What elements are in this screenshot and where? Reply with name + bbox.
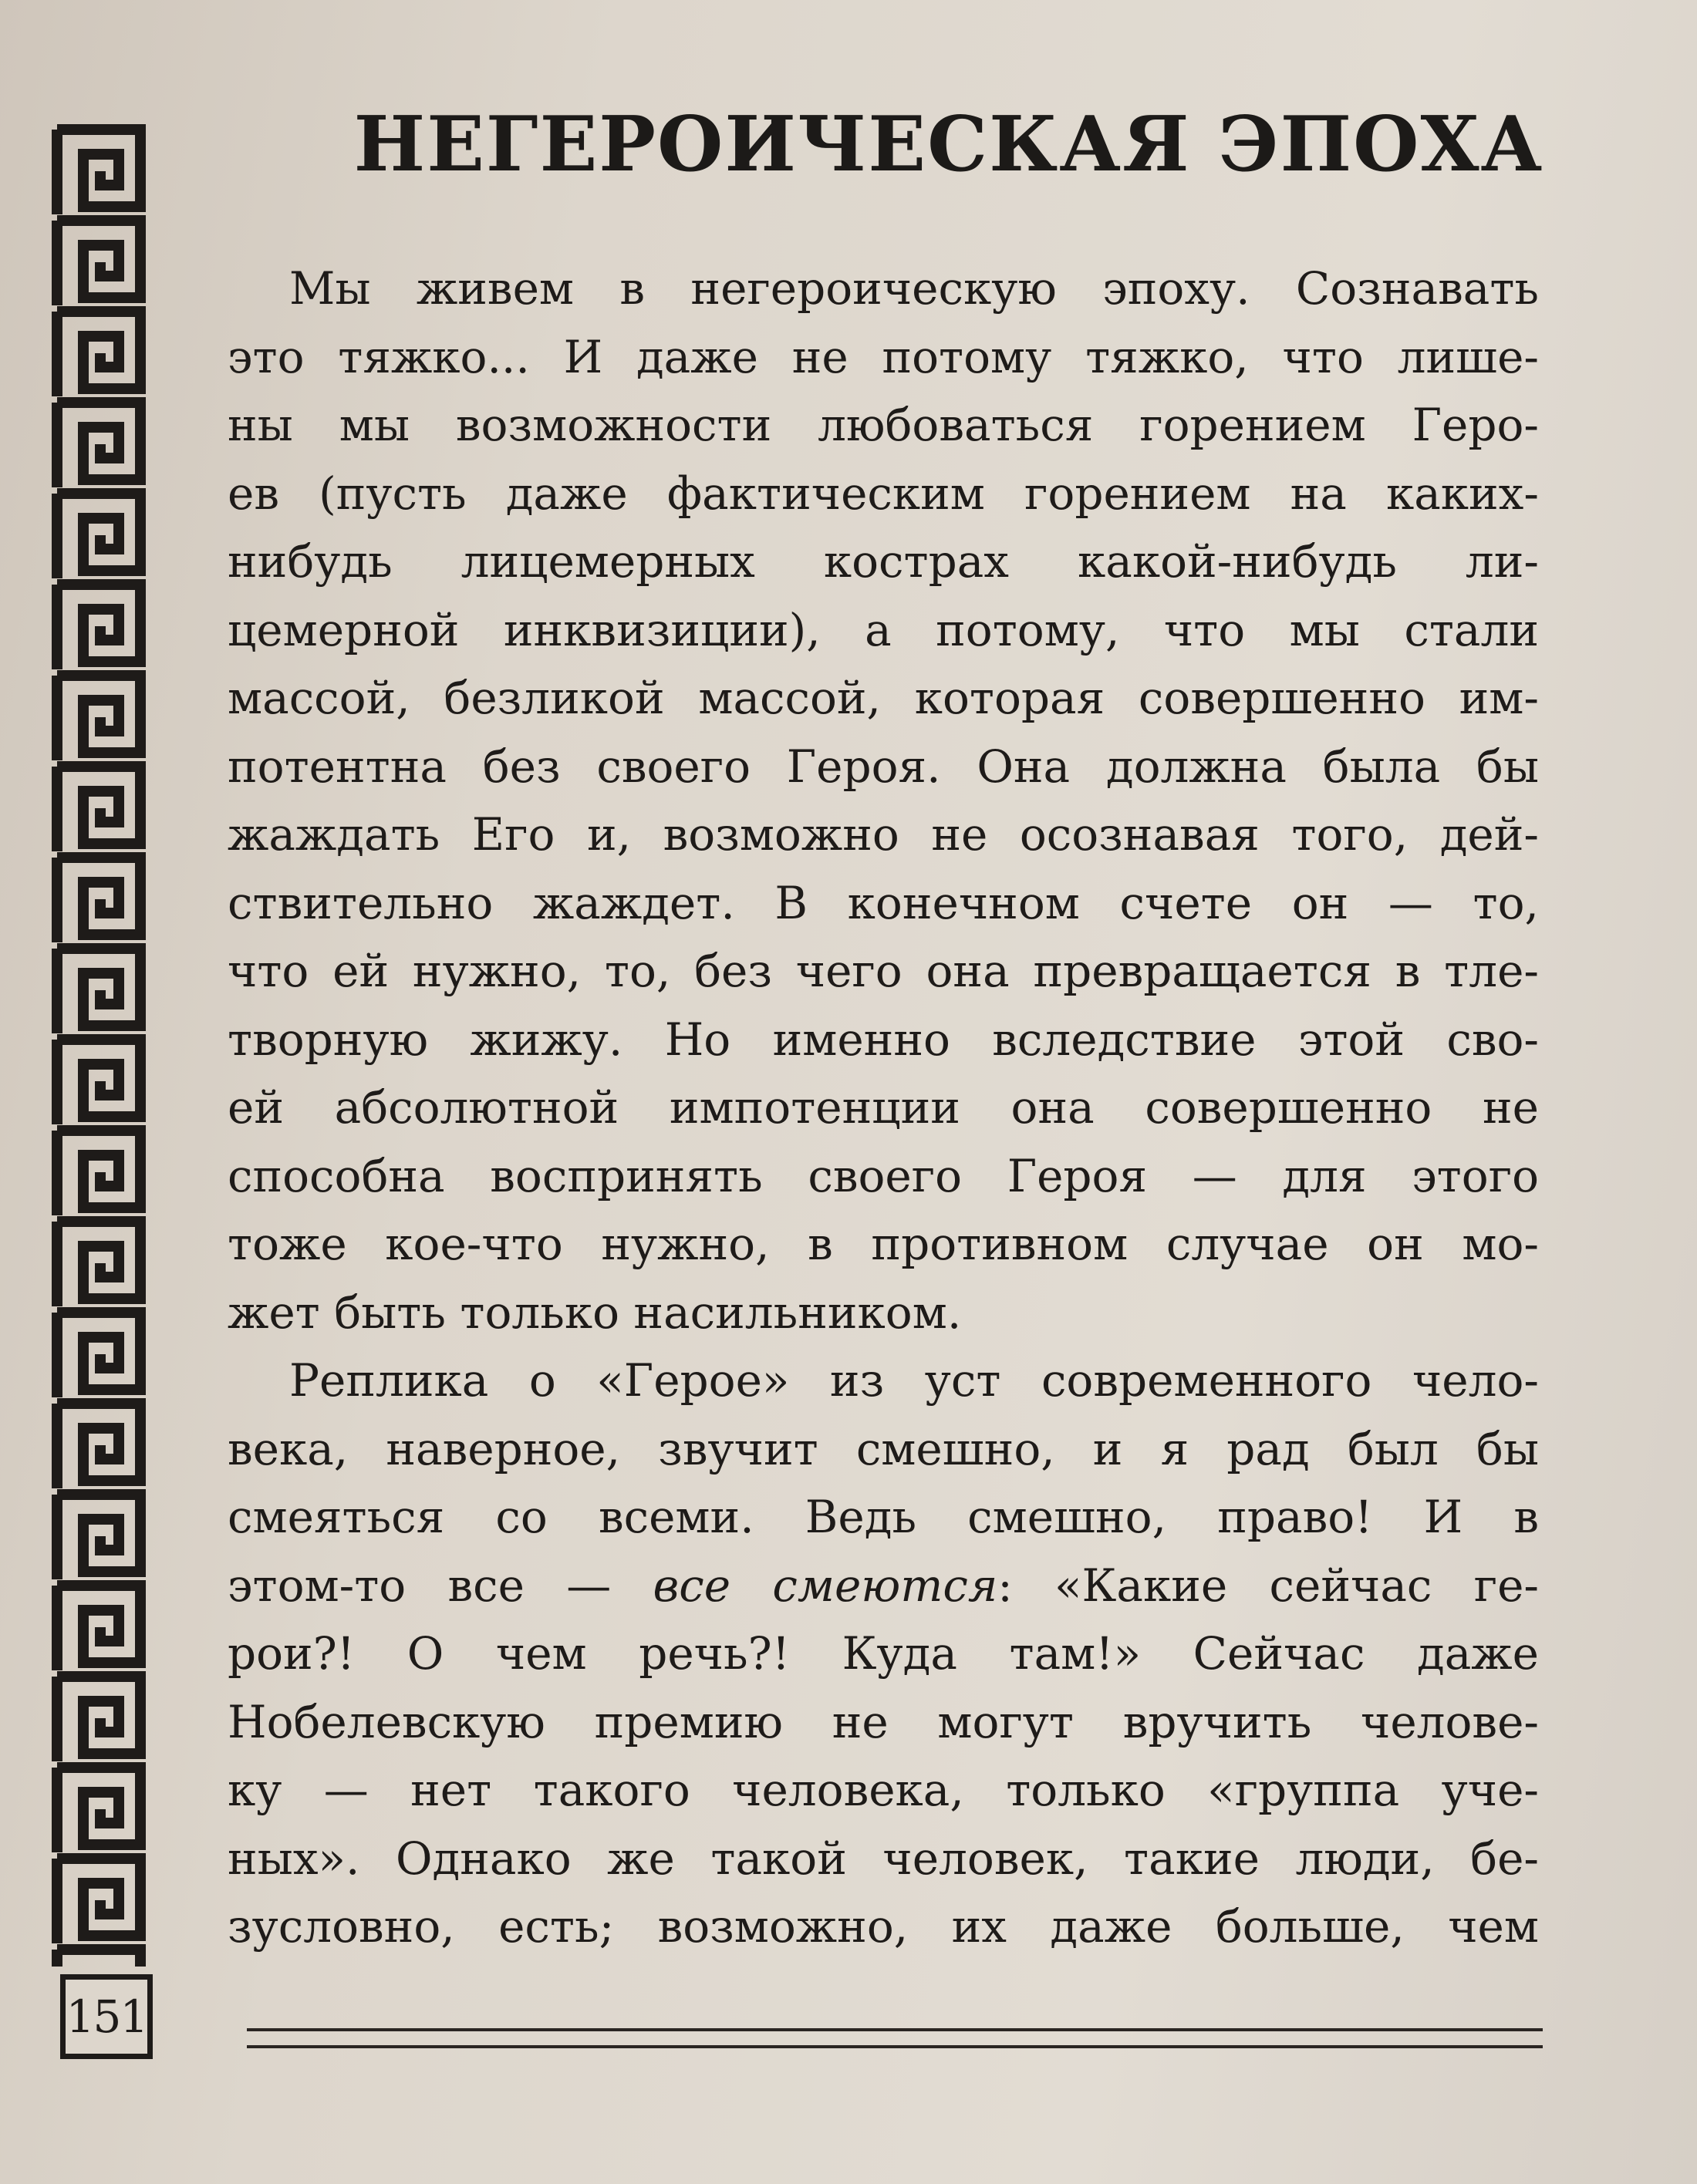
paragraph-2 bbox=[228, 1346, 1539, 1961]
text-line: цемерной инквизиции), а потому, что мы стали bbox=[228, 603, 1539, 656]
text-line: ствительно жаждет. В конечном счете он — то, bbox=[228, 876, 1539, 929]
text-line: творную жижу. Но именно вследствие этой сво- bbox=[228, 1013, 1539, 1066]
text-line: века, наверное, звучит смешно, и я рад был бы bbox=[228, 1422, 1539, 1475]
text-line: ку — нет такого человека, только «группа уче- bbox=[228, 1764, 1539, 1816]
page-number-box bbox=[60, 1974, 153, 2059]
text-line-with-emphasis bbox=[228, 1552, 1539, 1620]
text-line: потентна без своего Героя. Она должна была бы bbox=[228, 740, 1539, 793]
text-line: ей абсолютной импотенции она совершенно не bbox=[228, 1081, 1539, 1134]
text-line: способна воспринять своего Героя — для этого bbox=[228, 1149, 1539, 1202]
footer-rule-top bbox=[247, 2028, 1543, 2031]
text-segment: этом-то все — bbox=[228, 1559, 653, 1612]
text-line: жет быть только насильником. bbox=[228, 1286, 962, 1339]
text-line: зусловно, есть; возможно, их даже больше, чем bbox=[228, 1900, 1539, 1953]
text-line: Реплика о «Герое» из уст современного чело- bbox=[289, 1354, 1539, 1407]
text-line: ны мы возможности любоваться горением Геро- bbox=[228, 399, 1539, 451]
emphasis-text: все смеются bbox=[653, 1559, 998, 1612]
text-line: жаждать Его и, возможно не осознавая того, дей- bbox=[228, 808, 1539, 861]
page-number: 151 bbox=[66, 1990, 147, 2043]
text-line: Мы живем в негероическую эпоху. Сознавать bbox=[289, 262, 1539, 315]
body-text bbox=[228, 254, 1539, 1961]
text-segment: : «Какие сейчас ге- bbox=[997, 1559, 1540, 1612]
text-line: нибудь лицемерных кострах какой-нибудь ли- bbox=[228, 535, 1539, 588]
text-line: ев (пусть даже фактическим горением на каких- bbox=[228, 467, 1539, 520]
text-line: что ей нужно, то, без чего она превращается в тле- bbox=[228, 945, 1539, 997]
text-line: смеяться со всеми. Ведь смешно, право! И в bbox=[228, 1491, 1539, 1543]
text-line: рои?! О чем речь?! Куда там!» Сейчас даже bbox=[228, 1627, 1539, 1680]
footer-rule-bottom bbox=[247, 2045, 1543, 2048]
text-line: массой, безликой массой, которая совершенно им- bbox=[228, 672, 1539, 724]
paragraph-1 bbox=[228, 254, 1539, 1346]
greek-key-border bbox=[45, 123, 153, 2082]
text-line: тоже кое-что нужно, в противном случае он мо- bbox=[228, 1218, 1539, 1270]
text-line: Нобелевскую премию не могут вручить челове- bbox=[228, 1695, 1539, 1748]
text-line: ных». Однако же такой человек, такие люди, бе- bbox=[228, 1832, 1539, 1885]
text-line: это тяжко... И даже не потому тяжко, что лише- bbox=[228, 330, 1539, 383]
page-title: НЕГЕРОИЧЕСКАЯ ЭПОХА bbox=[353, 100, 1544, 189]
